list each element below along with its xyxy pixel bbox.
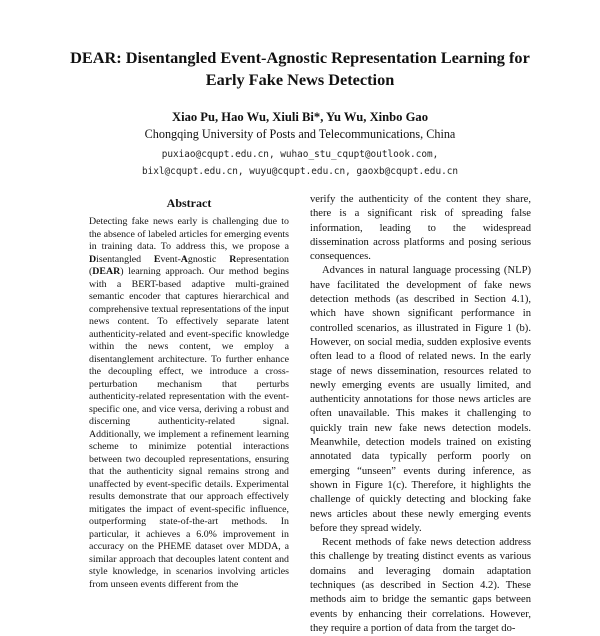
email-line-1: puxiao@cqupt.edu.cn, wuhao_stu_cqupt@outlook.com,	[161, 149, 439, 160]
body-paragraph-1: verify the authenticity of the content they share, there is a significant risk of spreading false information, leading to the widespread dissemination across platforms and posing serious consequences.	[310, 194, 531, 263]
title-line-1: DEAR: Disentangled Event-Agnostic Representation Learning for	[70, 48, 530, 67]
paper-title	[60, 47, 540, 91]
email-list	[60, 146, 540, 180]
body-column-right	[310, 193, 531, 636]
abstract-body: Detecting fake news early is challenging due to the absence of labeled articles for emerging events in training data. To address this, we propose a Disentangled Event-Agnostic Representation (DEAR) learning approach. Our method begins with a BERT-based adaptive multi-grained semantic encoder that captures hierarchical and comprehensive textual representations of the input news content. To effectively separate latent authenticity-related and event-specific knowledge within the news content, we employ a disentanglement architecture. To further enhance the decoupling effect, we introduce a cross-perturbation mechanism that perturbs authenticity-related representation with the event-specific one, and vice versa, deriving a robust and discerning authenticity-related signal. Additionally, we implement a refinement learning scheme to minimize potential interactions between two decoupled representations, ensuring that the authenticity signal remains strong and unaffected by event-specific details. Experimental results demonstrate that our approach effectively mitigates the impact of event-specific influence, outperforming state-of-the-art methods. In particular, it achieves a 6.0% improvement in accuracy on the PHEME dataset over MDDA, a similar approach that decouples latent content and style knowledge, in scenarios involving articles from unseen events different from the	[89, 216, 289, 590]
title-line-2: Early Fake News Detection	[205, 70, 395, 89]
abstract-heading: Abstract	[166, 196, 212, 210]
email-line-2: bixl@cqupt.edu.cn, wuyu@cqupt.edu.cn, gaoxb@cqupt.edu.cn	[141, 166, 459, 177]
body-paragraph-3: Recent methods of fake news detection address this challenge by treating distinct events as various domains and leveraging domain adaptation techniques (as described in Section 4.2). These methods aim to bridge the semantic gaps between events by enhancing their correlations. However, they require a portion of data from the target do-	[310, 537, 531, 634]
author-list: Xiao Pu, Hao Wu, Xiuli Bi*, Yu Wu, Xinbo Gao	[171, 110, 429, 124]
body-paragraph-2: Advances in natural language processing (NLP) have facilitated the development of fake news detection methods (as described in Section 4.1), which have shown significant performance in controlled scenarios, as illustrated in Figure 1 (b). However, on social media, sudden explosive events often lead to a flood of related news. In the early stage of news dissemination, resources related to newly emerging events are usually limited, and authenticity annotations for those news articles are often unavailable. This makes it challenging to quickly train new fake news detection models. Meanwhile, detection models trained on existing annotated data typically perform poorly on emerging “unseen” events during inference, as shown in Figure 1(c). Therefore, it highlights the challenge of quickly detecting and blocking fake news articles about these newly emerging events before they spread widely.	[310, 265, 531, 534]
affiliation: Chongqing University of Posts and Telecommunications, China	[144, 127, 456, 141]
